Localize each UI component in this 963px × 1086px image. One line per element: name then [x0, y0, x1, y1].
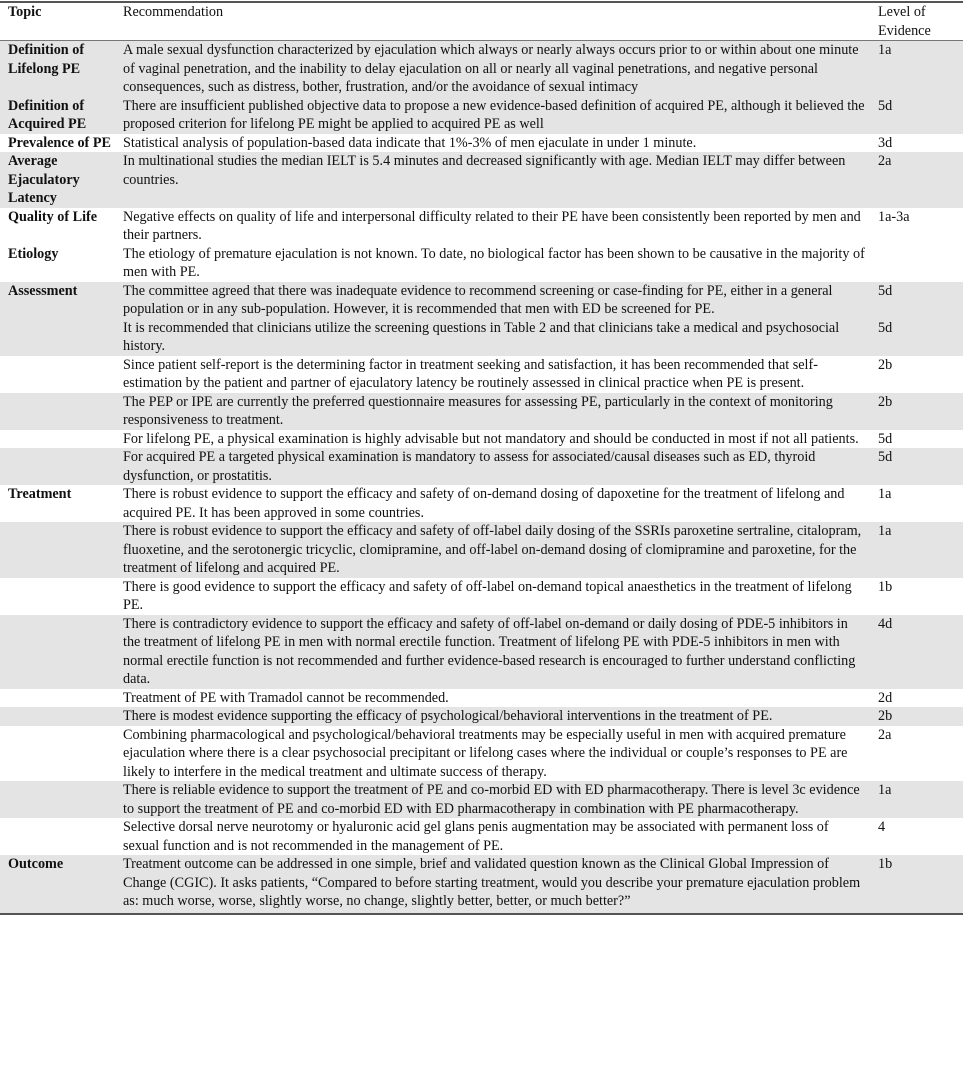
recommendation-cell: The committee agreed that there was inadequate evidence to recommend screening or case-finding for PE, either in a general population or in any sub-population. However, it is recommended that men with ED be screened for PE.	[114, 282, 869, 319]
table-row	[0, 97, 963, 134]
level-of-evidence-cell: 2b	[878, 356, 893, 373]
level-of-evidence-cell: 5d	[869, 319, 963, 356]
topic-cell: Average Ejaculatory Latency	[0, 152, 114, 208]
recommendation-cell: There is robust evidence to support the efficacy and safety of off-label daily dosing of the SSRIs paroxetine sertraline, citalopram, fluoxetine, and the serotonergic tricyclic, clomipramine, and off-label on-demand dosing of clomipramine and paroxetine, for the treatment of lifelong and acquired PE.	[114, 522, 869, 578]
topic-cell	[0, 818, 114, 855]
table-row	[0, 578, 963, 615]
table-row	[0, 855, 963, 914]
topic-cell: Etiology	[8, 245, 59, 262]
level-of-evidence-cell: 4d	[869, 615, 963, 689]
level-of-evidence-cell: 1b	[869, 855, 963, 914]
topic-cell	[0, 393, 114, 430]
recommendation-cell: There is reliable evidence to support the treatment of PE and co-morbid ED with ED pharmacotherapy. There is level 3c evidence to support the treatment of PE and co-morbid ED with ED pharmacotherapy in combination with PE pharmacotherapy.	[114, 781, 869, 818]
level-of-evidence-cell: 5d	[869, 97, 963, 134]
table-row	[0, 522, 963, 578]
level-of-evidence-cell: 2a	[869, 152, 963, 208]
table-body	[0, 41, 963, 914]
table-row	[0, 689, 963, 708]
recommendation-cell: There is robust evidence to support the efficacy and safety of on-demand dosing of dapoxetine for the treatment of lifelong and acquired PE. It has been approved in some countries.	[123, 486, 845, 521]
topic-cell	[0, 522, 114, 578]
recommendation-cell: The PEP or IPE are currently the preferred questionnaire measures for assessing PE, particularly in the context of monitoring responsiveness to treatment.	[114, 393, 869, 430]
topic-cell: Assessment	[0, 282, 114, 319]
table-row	[0, 485, 963, 522]
topic-cell: Outcome	[0, 855, 114, 914]
topic-cell: Prevalence of PE	[8, 134, 111, 151]
recommendation-cell: There is good evidence to support the efficacy and safety of off-label on-demand topical anaesthetics in the treatment of lifelong PE.	[123, 578, 852, 613]
level-of-evidence-cell: 5d	[869, 448, 963, 485]
table-row	[0, 726, 963, 782]
level-of-evidence-cell: 2b	[869, 707, 963, 726]
topic-cell	[0, 707, 114, 726]
topic-cell	[0, 319, 114, 356]
level-of-evidence-cell: 1a	[869, 781, 963, 818]
recommendation-cell: Statistical analysis of population-based data indicate that 1%-3% of men ejaculate in under 1 minute.	[123, 134, 697, 151]
table-row	[0, 356, 963, 393]
recommendation-cell: There are insufficient published objective data to propose a new evidence-based definition of acquired PE, although it believed the proposed criterion for lifelong PE might be applied to acquired PE as well	[114, 97, 869, 134]
table-row	[0, 781, 963, 818]
level-of-evidence-cell: 3d	[878, 134, 893, 151]
topic-cell: Definition of Lifelong PE	[0, 41, 114, 97]
recommendation-cell: Negative effects on quality of life and interpersonal difficulty related to their PE have been consistently been reported by men and their partners.	[123, 208, 861, 243]
table-row	[0, 393, 963, 430]
level-of-evidence-cell: 5d	[878, 430, 893, 447]
recommendation-cell: For acquired PE a targeted physical examination is mandatory to assess for associated/causal diseases such as ED, thyroid dysfunction, or prostatitis.	[114, 448, 869, 485]
topic-cell	[0, 356, 114, 393]
topic-cell	[0, 689, 114, 708]
header-recommendation: Recommendation	[114, 2, 869, 41]
recommendation-cell: In multinational studies the median IELT is 5.4 minutes and decreased significantly with age. Median IELT may differ between countries.	[114, 152, 869, 208]
topic-cell	[0, 448, 114, 485]
topic-cell: Treatment	[8, 486, 72, 502]
recommendations-table	[0, 1, 963, 915]
table-row	[0, 448, 963, 485]
recommendation-cell: Selective dorsal nerve neurotomy or hyaluronic acid gel glans penis augmentation may be associated with permanent loss of sexual function and is not recommended in the management of PE.	[123, 819, 829, 854]
topic-cell: Definition of Acquired PE	[0, 97, 114, 134]
recommendation-cell: The etiology of premature ejaculation is not known. To date, no biological factor has been shown to be causative in the majority of men with PE.	[123, 245, 865, 280]
topic-cell	[0, 781, 114, 818]
table-row	[0, 282, 963, 319]
level-of-evidence-cell: 1a	[869, 41, 963, 97]
table-row	[0, 615, 963, 689]
table-row	[0, 134, 963, 153]
table-row	[0, 245, 963, 282]
table-row	[0, 818, 963, 855]
level-of-evidence-cell: 2a	[878, 726, 892, 743]
table-row	[0, 430, 963, 449]
level-of-evidence-cell: 1a-3a	[878, 208, 910, 225]
recommendation-cell: A male sexual dysfunction characterized by ejaculation which always or nearly always occurs prior to or within about one minute of vaginal penetration, and the inability to delay ejaculation on all or nearly all vaginal penetrations, and negative personal consequences, such as distress, bother, frustration, and/or the avoidance of sexual intimacy	[114, 41, 869, 97]
topic-cell: Quality of Life	[8, 208, 98, 225]
topic-cell	[0, 615, 114, 689]
topic-cell	[0, 430, 114, 449]
table-row	[0, 152, 963, 208]
level-of-evidence-cell: 4	[878, 819, 886, 835]
recommendation-cell: It is recommended that clinicians utilize the screening questions in Table 2 and that clinicians take a medical and psychosocial history.	[114, 319, 869, 356]
recommendation-cell: There is contradictory evidence to support the efficacy and safety of off-label on-demand or daily dosing of PDE-5 inhibitors in the treatment of lifelong PE in men with normal erectile function. Treatment of lifelong PE with PDE-5 inhibitors in men with normal erectile function is not recommended and further evidence-based research is encouraged to further understand conflicting data.	[114, 615, 869, 689]
header-topic: Topic	[0, 2, 114, 41]
topic-cell	[0, 578, 114, 615]
level-of-evidence-cell: 5d	[869, 282, 963, 319]
recommendation-cell: For lifelong PE, a physical examination is highly advisable but not mandatory and should be conducted in most if not all patients.	[123, 430, 859, 447]
level-of-evidence-cell	[869, 245, 963, 282]
recommendation-cell: Combining pharmacological and psychological/behavioral treatments may be especially useful in men with acquired premature ejaculation where there is a clear psychosocial precipitant or lifelong cases where the individual or couple’s responses to PE are likely to interfere in the medical treatment and ultimate success of therapy.	[123, 726, 848, 780]
table-row	[0, 319, 963, 356]
table-row	[0, 208, 963, 245]
level-of-evidence-cell: 1a	[869, 522, 963, 578]
recommendation-cell: Treatment of PE with Tramadol cannot be recommended.	[123, 689, 449, 706]
recommendation-cell: Since patient self-report is the determining factor in treatment seeking and satisfaction, it has been recommended that self-estimation by the patient and partner of ejaculatory latency be routinely assessed in clinical practice when PE is present.	[123, 356, 818, 391]
recommendation-cell: Treatment outcome can be addressed in one simple, brief and validated question known as the Clinical Global Impression of Change (CGIC). It asks patients, “Compared to before starting treatment, would you describe your premature ejaculation problem as: much worse, worse, slightly worse, no change, slightly better, better, or much better?”	[114, 855, 869, 914]
level-of-evidence-cell: 1a	[878, 486, 892, 502]
table-header-row	[0, 2, 963, 41]
table-row	[0, 707, 963, 726]
evidence-table-container	[0, 1, 963, 915]
topic-cell	[0, 726, 114, 782]
recommendation-cell: There is modest evidence supporting the efficacy of psychological/behavioral interventions in the treatment of PE.	[114, 707, 869, 726]
header-level-of-evidence: Level of Evidence	[869, 2, 963, 41]
level-of-evidence-cell: 2d	[878, 689, 893, 706]
level-of-evidence-cell: 2b	[869, 393, 963, 430]
table-row	[0, 41, 963, 97]
level-of-evidence-cell: 1b	[878, 578, 893, 595]
